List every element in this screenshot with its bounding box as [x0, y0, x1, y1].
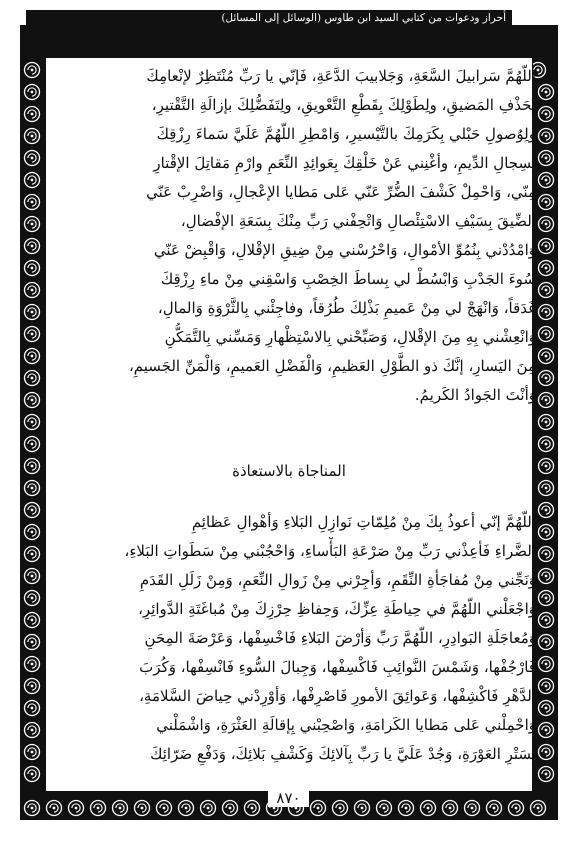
ornament-swirl [25, 327, 40, 342]
ornament-swirl [25, 679, 40, 694]
ornament-swirl [25, 437, 40, 452]
ornament-swirl [25, 569, 40, 584]
ornament-swirl [539, 481, 554, 496]
text-line: وَاحْمِلْني عَلى مَطايا الكَرامَةِ، وَاصْحِبْني بِإقالَةِ العَثْرَةِ، وَاشْمَلْني [156, 716, 536, 734]
ornament-swirl [25, 415, 40, 430]
section-title: المناجاة بالاستعاذة [232, 462, 346, 480]
ornament-swirl [539, 745, 554, 760]
ornament-swirl [25, 283, 40, 298]
ornament-swirl [539, 591, 554, 606]
text-line: الضَّراءِ فَأعِذْني رَبِّ مِنْ صَرْعَةِ البَأْساءِ، وَاحْجُبْني مِنْ سَطَواتِ البَلاءِ، [124, 542, 536, 560]
ornament-swirl [539, 327, 554, 342]
text-line: فَارْجُفْها، وَشَمْسَ النَّوائِبِ فَاكْسِفْها، وَجِبالَ السُّوءِ فَانْسِفْها، وَكُرَبَ [139, 658, 536, 676]
text-line: الدَّهْرِ فَاكْشِفْها، وَعَوائِقَ الأمورِ فَاصْرِفْها، وَأوْرِدْني حِياضَ السَّلامَةِ، [139, 687, 536, 705]
ornament-swirl [539, 701, 554, 716]
ornament-swirl [539, 459, 554, 474]
ornament-swirl [539, 151, 554, 166]
ornament-swirl [539, 239, 554, 254]
ornament-swirl [25, 767, 40, 782]
ornament-swirl [539, 635, 554, 650]
ornament-swirl [539, 415, 554, 430]
ornament-swirl [25, 85, 40, 100]
ornament-swirl [25, 239, 40, 254]
ornament-swirl [539, 305, 554, 320]
text-line: اللّهُمَّ إنّي أعوذُ بِكَ مِنْ مُلِمّاتِ نَوازِلِ البَلاءِ وَأهْوالِ عَظائِمِ [191, 513, 536, 531]
ornament-swirl [25, 481, 40, 496]
text-line: مِنَ اليَسارِ، إنَّكَ ذو الطَّوْلِ العَظيمِ، وَالْفَضْلِ العَميمِ، وَالْمَنِّ الجَسيمِ، [128, 357, 536, 375]
supplication-paragraph [42, 62, 536, 410]
ornament-swirl [539, 371, 554, 386]
text-line: بِحَذْفِ المَضيقِ، ولِطَوْلِكَ بِقَطْعِ التَّعْويقِ، ولِتَفَضُّلِكَ بإزالَةِ التَّقْتيرِ، [151, 96, 536, 114]
ornament-swirl [25, 547, 40, 562]
ornament-swirl [25, 129, 40, 144]
ornament-swirl [25, 635, 40, 650]
text-line: سُوءَ الجَدْبِ وَابْسُطْ لي بِساطَ الخِصْبِ وَاسْقِني مِنْ ماءِ رِزْقِكَ [160, 270, 536, 288]
ornament-swirl [539, 173, 554, 188]
ornament-swirl [539, 129, 554, 144]
text-line: وَمُعاجَلَةِ البَوادِرِ، اللّهُمَّ رَبِّ وَأرْضَ البَلاءِ فَاخْسِفْها، وَعَرْصَةَ المِحَنِ [144, 629, 536, 647]
ornament-swirl [539, 679, 554, 694]
ornament-swirl [25, 503, 40, 518]
ornament-swirl [25, 745, 40, 760]
ornament-swirl [25, 459, 40, 474]
ornament-swirl [539, 349, 554, 364]
text-line: وَاجْعَلْني اللّهُمَّ في حِياطَةِ عِزِّكَ، وَحِفاظِ حِرْزِكَ مِنْ مُباغَتَةِ الدَّوائِرِ، [138, 600, 536, 618]
ornament-swirl [25, 151, 40, 166]
ornament-swirl [25, 393, 40, 408]
ornament-swirl [539, 85, 554, 100]
page-number [0, 789, 577, 807]
ornament-swirl [539, 195, 554, 210]
text-line: وَامْدُدْني بِنُمُوِّ الأمْوالِ، وَاحْرُسْني مِنْ ضِيقِ الإقْلالِ، وَاقْبِضْ عَنّي [153, 241, 536, 259]
ornament-swirl [539, 283, 554, 298]
text-line: غَدَقاً، وَانْهَجْ لي مِنْ عَميمِ بَذْلِكَ طُرُقاً، وفاجِئْني بِالثَّرْوَةِ وَالمالِ، [157, 299, 536, 317]
ornament-swirl [25, 63, 40, 78]
ornament-swirl [25, 371, 40, 386]
ornament-swirl [25, 173, 40, 188]
text-line: بِسَتْرِ العَوْرَةِ، وَجُدْ عَلَيَّ يا رَبِّ بِآلائِكَ وَكَشْفِ بَلائِكَ، وَدَفْعِ ضَرّائِكَ [150, 745, 536, 763]
text-line: مِنّي، وَاحْمِلْ كَشْفَ الضُّرِّ عَنّي عَلى مَطايا الإعْجالِ، وَاضْرِبْ عَنّي [146, 183, 536, 201]
ornament-swirl [25, 723, 40, 738]
ornament-swirl [539, 393, 554, 408]
ornament-swirl [539, 569, 554, 584]
ornament-swirl [539, 261, 554, 276]
text-line: اللّهُمَّ سَرابيلَ السَّعَةِ، وَجَلابيبَ الدَّعَةِ، فَإنّي يا رَبِّ مُنْتَظِرٌ لإنْعامِكَ [146, 67, 536, 85]
ornament-swirl [25, 591, 40, 606]
ornament-swirl [25, 349, 40, 364]
ornament-swirl [539, 525, 554, 540]
ornament-swirl [25, 217, 40, 232]
ornament-swirl [539, 107, 554, 122]
ornament-swirl [25, 657, 40, 672]
ornament-swirl [539, 657, 554, 672]
supplication-paragraph-2 [42, 508, 536, 769]
running-header: أحراز ودعوات من كتابي السيد ابن طاوس (الوسائل إلى المسائل) [26, 10, 512, 26]
text-line: ولِوُصولِ حَبْلي بِكَرَمِكَ بالتَّيْسيرِ، وَامْطِرِ اللّهُمَّ عَلَيَّ سَماءَ رِزْقِكَ [156, 125, 536, 143]
ornament-swirl [25, 107, 40, 122]
text-line: بِسِجالِ الدِّيمِ، وأغْنِني عَنْ خَلْقِكَ بِعَوائِدِ النِّعَمِ وارْمِ مَقاتِلَ الإقْتارِ [153, 154, 536, 172]
ornament-swirl [539, 547, 554, 562]
ornament-swirl [539, 217, 554, 232]
text-line: وَأنْتَ الجَوادُ الكَريمُ. [414, 386, 536, 404]
text-line: وَانْعِشْني بِهِ مِنَ الإقْلالِ، وَصَبِّحْني بِالاسْتِظْهارِ وَمَسِّني بِالتَّمَكُّنِ [164, 328, 536, 346]
ornament-swirl [539, 613, 554, 628]
ornament-swirl [539, 723, 554, 738]
ornament-swirl [539, 503, 554, 518]
ornament-swirl [25, 525, 40, 540]
ornament-swirl [539, 767, 554, 782]
text-line: وَنَجِّني مِنْ مُفاجَأةِ النِّقَمِ، وَأجِرْني مِنْ زَوالِ النِّعَمِ، وَمِنْ زَلَلِ القَدَمِ [139, 571, 536, 589]
ornament-swirl [539, 437, 554, 452]
ornament-swirl [25, 195, 40, 210]
ornament-swirl [25, 613, 40, 628]
ornament-swirl [25, 261, 40, 276]
ornament-swirl [25, 701, 40, 716]
ornament-swirl [25, 305, 40, 320]
text-line: الضِّيقَ بِسَيْفِ الاسْتِئْصالِ وَاتْحِفْني رَبِّ مِنْكَ بِسَعَةِ الإفْضالِ، [180, 212, 536, 230]
page-number-label: ٨٧٠ [268, 789, 308, 807]
